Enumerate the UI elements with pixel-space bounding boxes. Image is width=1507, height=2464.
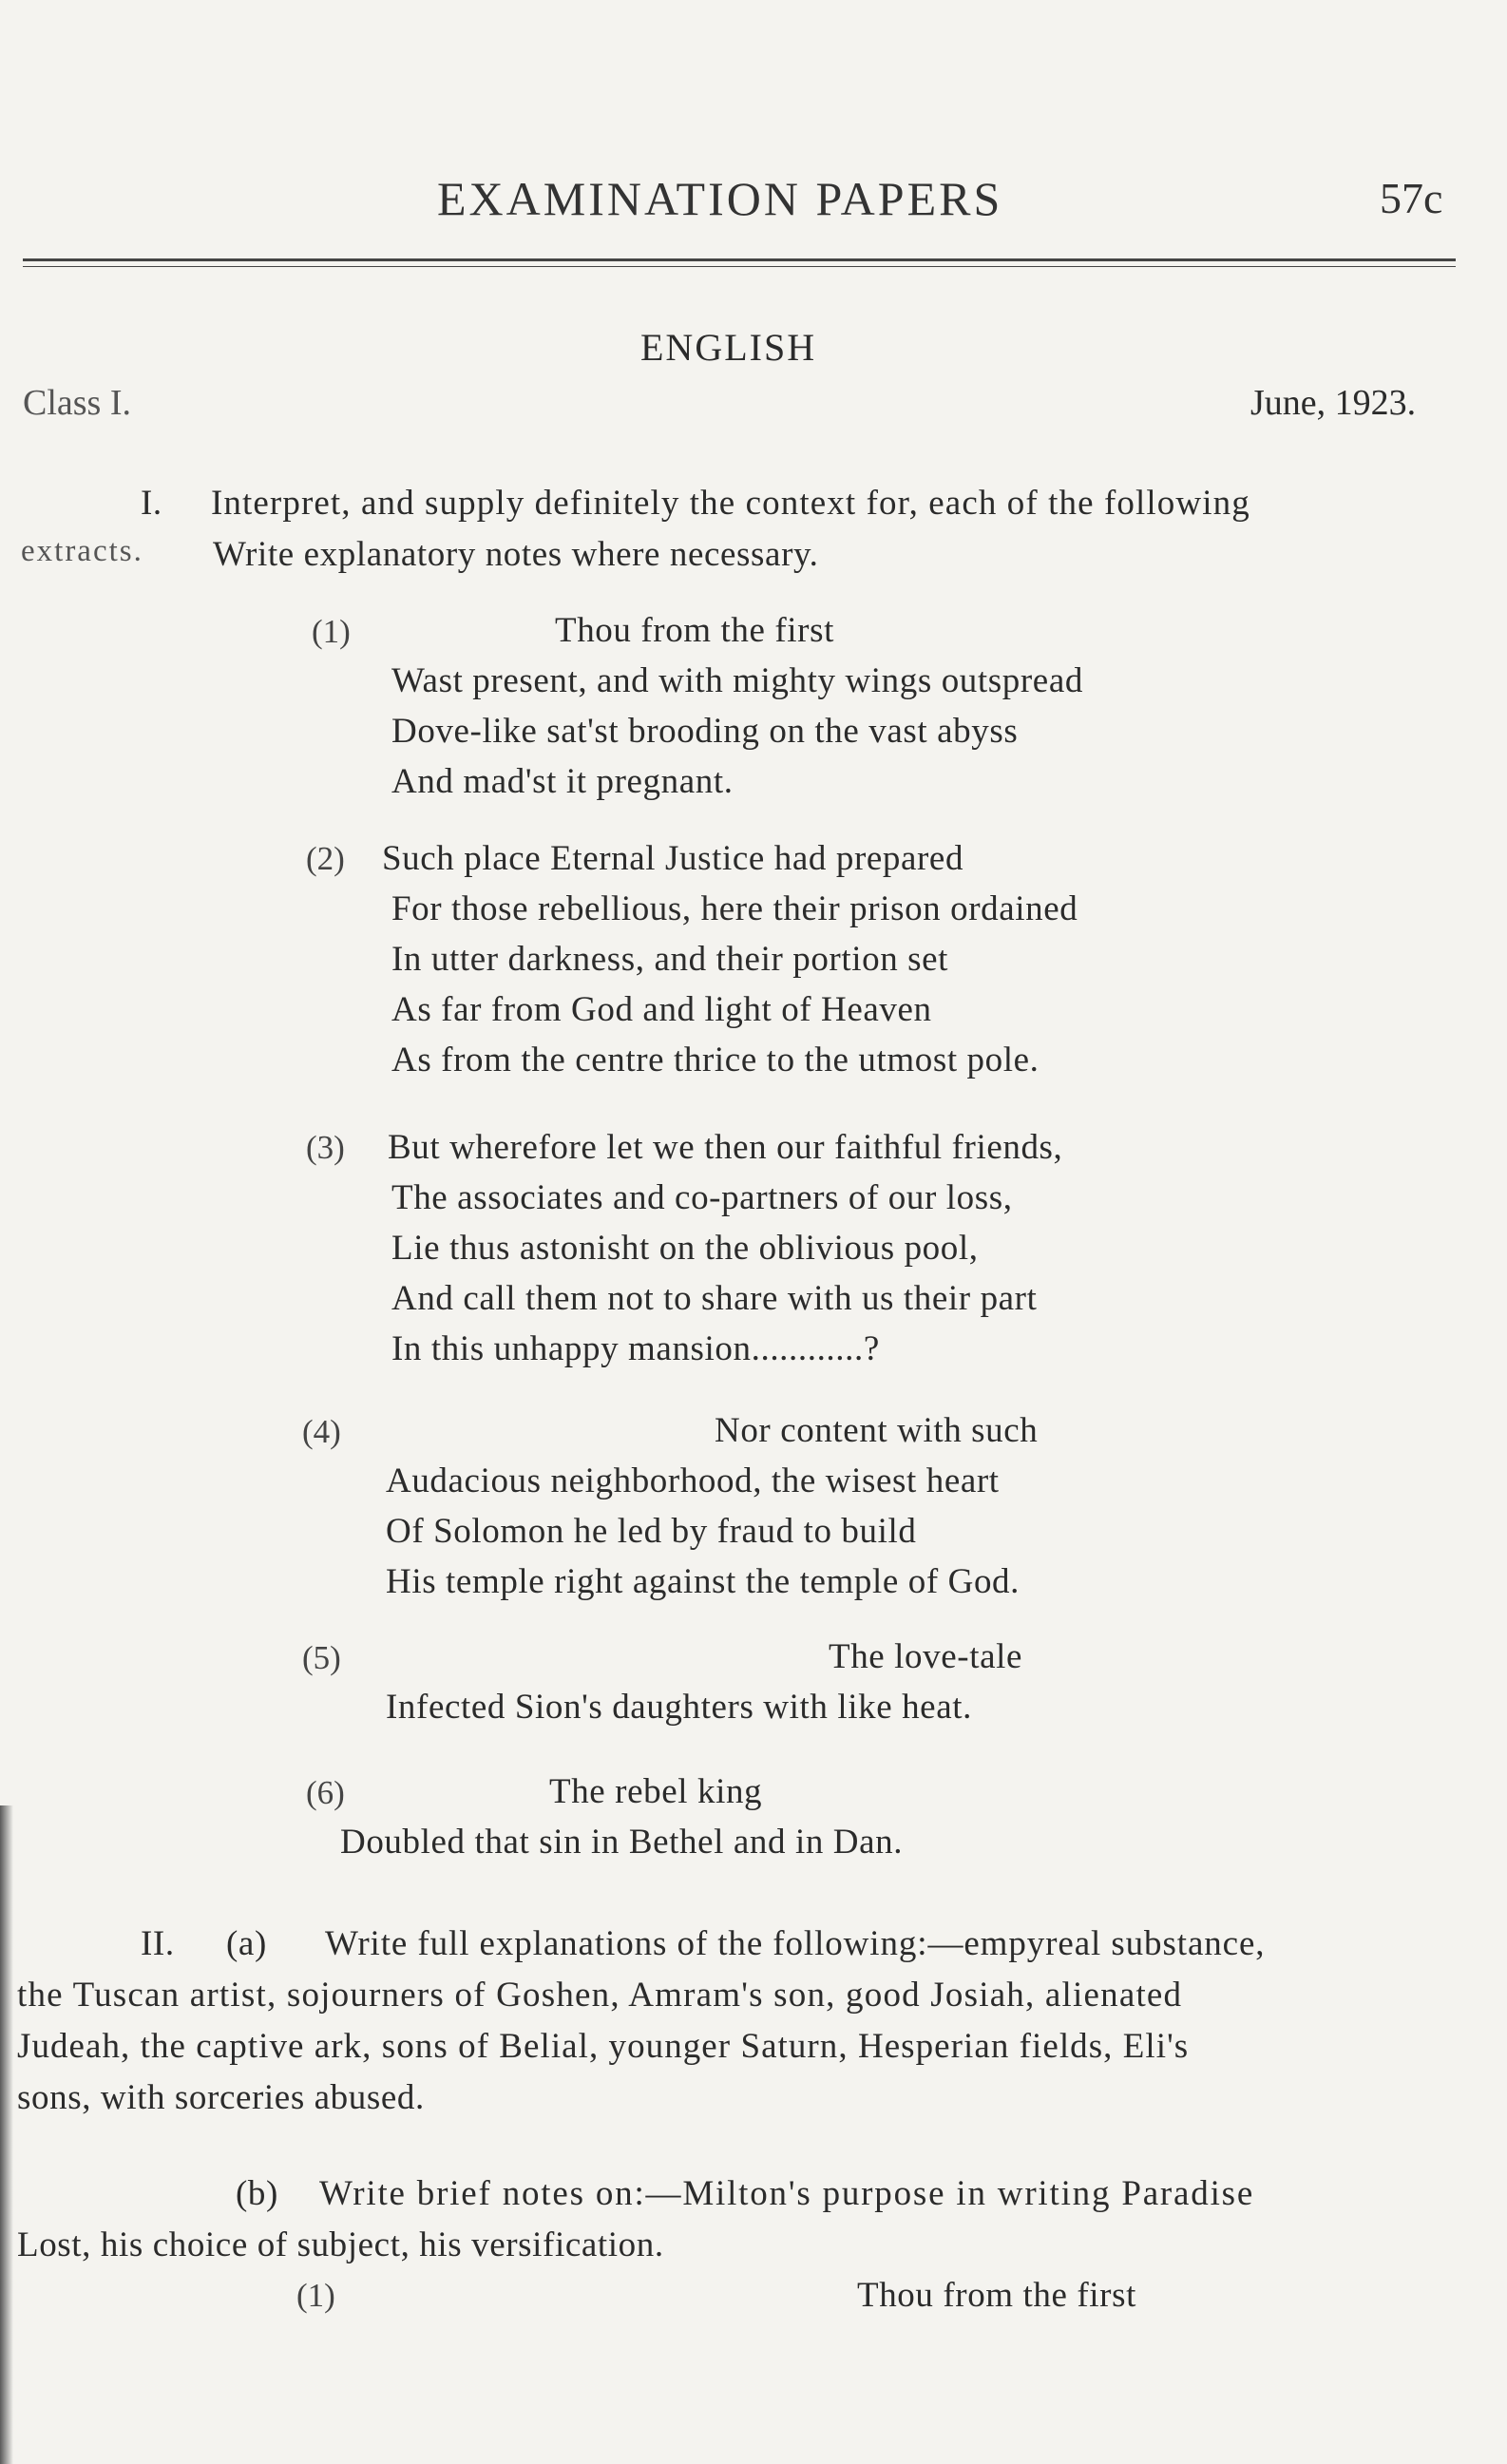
- date-label: June, 1923.: [1250, 383, 1417, 423]
- extract-number: (5): [302, 1639, 341, 1676]
- question-text: Judeah, the captive ark, sons of Belial, younger Saturn, Hesperian fields, Eli's: [17, 2027, 1190, 2066]
- margin-note: extracts.: [21, 534, 143, 568]
- running-head: EXAMINATION PAPERS: [437, 172, 1003, 225]
- extract-line: Of Solomon he led by fraud to build: [386, 1512, 917, 1551]
- extract-line: And call them not to share with us their part: [391, 1279, 1038, 1318]
- extract-number: (6): [306, 1774, 345, 1811]
- question-text: Write brief notes on:—Milton's purpose in writing Paradise: [319, 2174, 1255, 2213]
- page-number: 57c: [1380, 174, 1443, 222]
- question-text: Interpret, and supply definitely the context for, each of the following: [211, 484, 1250, 523]
- part-label: (a): [226, 1924, 267, 1963]
- extract-line: Wast present, and with mighty wings outspread: [391, 661, 1083, 700]
- header-rule: [23, 258, 1456, 261]
- extract-line: As far from God and light of Heaven: [391, 990, 932, 1029]
- extract-line: As from the centre thrice to the utmost pole.: [391, 1041, 1040, 1079]
- extract-line: The love-tale: [829, 1637, 1023, 1676]
- extract-line: And mad'st it pregnant.: [391, 762, 734, 801]
- extract-line: In this unhappy mansion............?: [391, 1329, 880, 1368]
- extract-number: (4): [302, 1413, 341, 1450]
- extract-line: Thou from the first: [857, 2276, 1136, 2315]
- part-label: (b): [236, 2174, 278, 2213]
- question-text: Lost, his choice of subject, his versification.: [17, 2225, 664, 2264]
- extract-line: Dove-like sat'st brooding on the vast abyss: [391, 712, 1019, 751]
- question-text: Write explanatory notes where necessary.: [213, 535, 819, 574]
- class-label: Class I.: [23, 383, 131, 423]
- extract-line: His temple right against the temple of God.: [386, 1562, 1020, 1601]
- extract-line: The associates and co-partners of our loss,: [391, 1178, 1013, 1217]
- extract-line: Infected Sion's daughters with like heat.: [386, 1688, 972, 1727]
- question-number: II.: [141, 1924, 175, 1963]
- extract-number: (2): [306, 840, 345, 877]
- extract-line: Doubled that sin in Bethel and in Dan.: [340, 1823, 904, 1862]
- extract-line: Such place Eternal Justice had prepared: [382, 839, 964, 878]
- question-text: sons, with sorceries abused.: [17, 2078, 425, 2117]
- extract-line: Audacious neighborhood, the wisest heart: [386, 1461, 1000, 1500]
- question-number: I.: [141, 484, 162, 523]
- page-edge-shadow: [0, 1805, 13, 2464]
- extract-number: (1): [296, 2277, 335, 2314]
- extract-line: But wherefore let we then our faithful friends,: [388, 1128, 1063, 1167]
- extract-line: For those rebellious, here their prison ordained: [391, 889, 1078, 928]
- question-text: Write full explanations of the following:—empyreal substance,: [325, 1924, 1266, 1963]
- extract-number: (3): [306, 1129, 345, 1166]
- extract-line: The rebel king: [549, 1772, 763, 1811]
- extract-line: Nor content with such: [715, 1411, 1039, 1450]
- extract-line: In utter darkness, and their portion set: [391, 940, 949, 979]
- header-rule-thin: [23, 266, 1456, 267]
- extract-line: Thou from the first: [555, 611, 834, 650]
- section-title: ENGLISH: [640, 326, 817, 369]
- extract-number: (1): [312, 613, 351, 650]
- question-text: the Tuscan artist, sojourners of Goshen, Amram's son, good Josiah, alienated: [17, 1976, 1183, 2015]
- extract-line: Lie thus astonisht on the oblivious pool,: [391, 1229, 979, 1268]
